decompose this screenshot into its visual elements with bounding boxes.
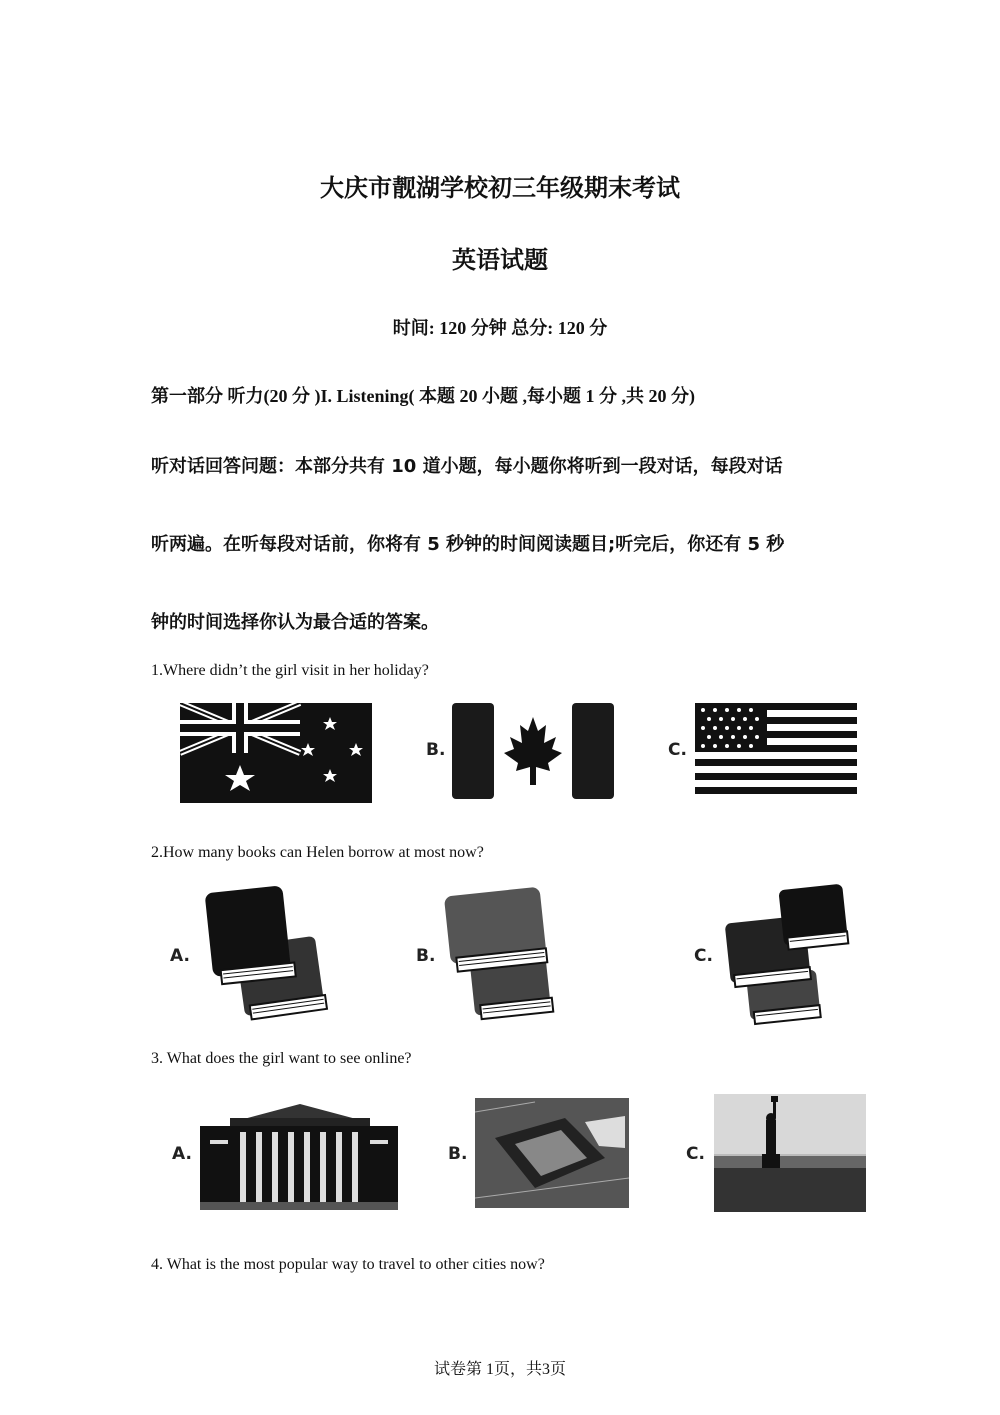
stadium-aerial-icon xyxy=(475,1098,629,1208)
q1-option-c-label: C. xyxy=(668,740,687,760)
q1-option-b-label: B. xyxy=(426,740,446,760)
two-books-icon xyxy=(440,883,556,1028)
question-4: 4. What is the most popular way to travel to other cities now? xyxy=(151,1256,545,1273)
question-3: 3. What does the girl want to see online? xyxy=(151,1050,412,1067)
three-books-icon xyxy=(722,883,852,1028)
exam-title: 大庆市靓湖学校初三年级期末考试 xyxy=(320,174,680,202)
instruction-line-3: 钟的时间选择你认为最合适的答案。 xyxy=(151,612,439,633)
canada-flag-icon xyxy=(452,703,614,799)
museum-building-icon xyxy=(200,1100,398,1212)
two-books-icon xyxy=(200,883,330,1028)
section-heading: 第一部分 听力(20 分 )I. Listening( 本题 20 小题 ,每小题 1 分 ,共 20 分) xyxy=(151,386,695,406)
time-info: 时间: 120 分钟 总分: 120 分 xyxy=(392,318,608,338)
q3-option-b-label: B. xyxy=(448,1144,468,1164)
instruction-line-2: 听两遍。在听每段对话前，你将有 5 秒钟的时间阅读题目;听完后，你还有 5 秒 xyxy=(151,534,785,555)
question-2: 2.How many books can Helen borrow at most now? xyxy=(151,844,484,861)
usa-flag-icon xyxy=(695,703,857,795)
q2-option-b-label: B. xyxy=(416,946,436,966)
question-1: 1.Where didn’t the girl visit in her holiday? xyxy=(151,662,429,679)
q2-option-c-label: C. xyxy=(694,946,713,966)
q3-option-c-label: C. xyxy=(686,1144,705,1164)
page-footer: 试卷第 1页，共3页 xyxy=(433,1361,566,1378)
q3-option-a-label: A. xyxy=(172,1144,192,1164)
instruction-line-1: 听对话回答问题：本部分共有 10 道小题，每小题你将听到一段对话，每段对话 xyxy=(151,456,783,477)
exam-subtitle: 英语试题 xyxy=(452,246,548,274)
q2-option-a-label: A. xyxy=(170,946,190,966)
australia-flag-icon xyxy=(180,703,372,803)
statue-of-liberty-icon xyxy=(714,1094,866,1212)
